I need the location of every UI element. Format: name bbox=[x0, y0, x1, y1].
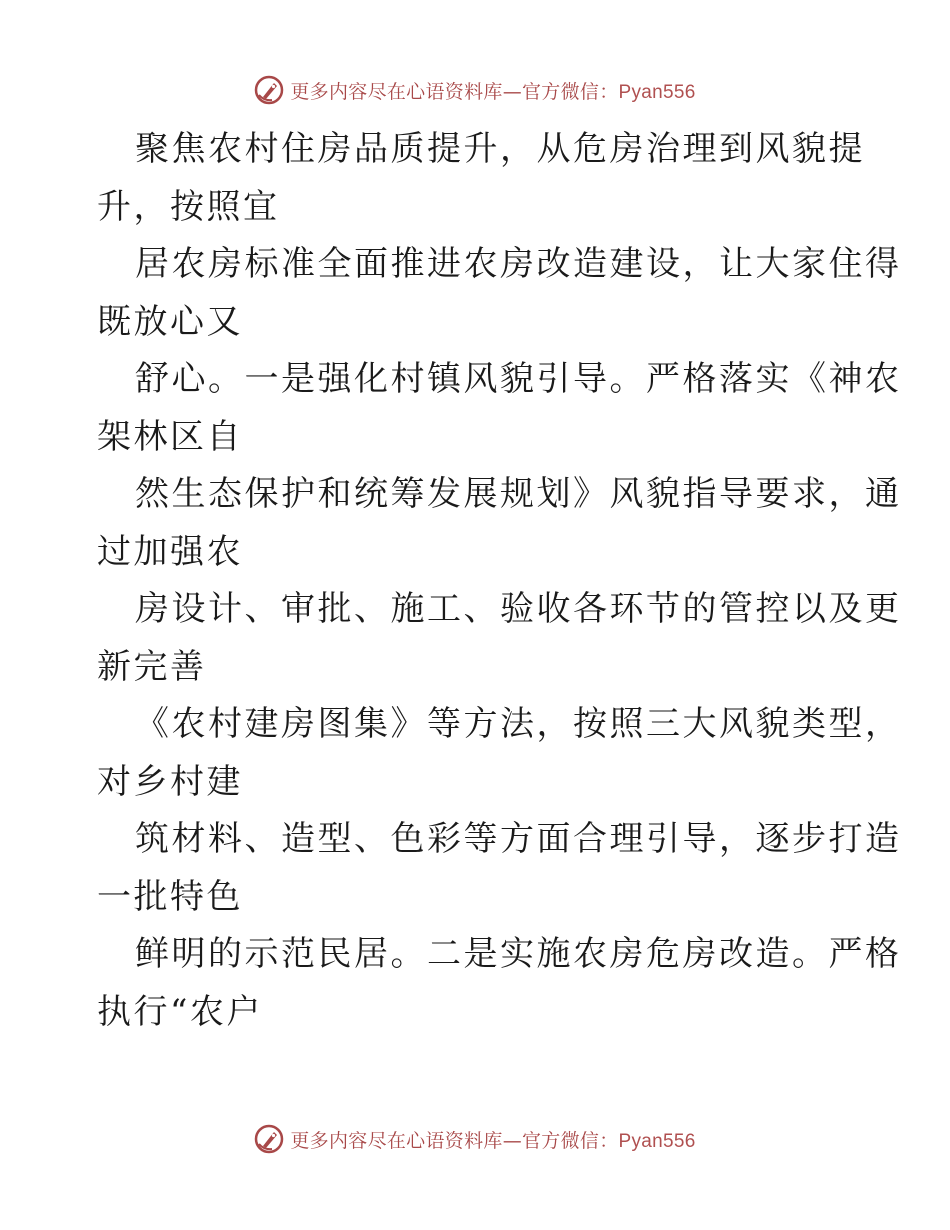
pen-nib-logo-icon bbox=[254, 1124, 284, 1154]
banner-wechat-label: 官方微信： bbox=[522, 1129, 619, 1152]
banner-site-text: 更多内容尽在心语资料库 bbox=[290, 80, 503, 103]
body-line: 新完善 bbox=[97, 646, 207, 687]
body-line: 鲜明的示范民居。二是实施农房危房改造。严格 bbox=[135, 934, 902, 974]
banner-wechat-id: Pyan556 bbox=[618, 1130, 696, 1152]
header-banner bbox=[0, 72, 950, 108]
banner-separator: — bbox=[502, 1129, 522, 1152]
pen-nib-logo-icon bbox=[254, 75, 284, 105]
banner-site-text: 更多内容尽在心语资料库 bbox=[290, 1129, 503, 1152]
body-line: 舒心。一是强化村镇风貌引导。严格落实《神农 bbox=[135, 359, 902, 399]
banner-wechat-id: Pyan556 bbox=[618, 81, 696, 103]
body-line: 对乡村建 bbox=[97, 761, 243, 802]
body-line: 房设计、审批、施工、验收各环节的管控以及更 bbox=[135, 589, 902, 629]
body-line: 筑材料、造型、色彩等方面合理引导，逐步打造 bbox=[135, 819, 902, 859]
body-line: 执行“农户 bbox=[97, 991, 263, 1032]
banner-wechat-label: 官方微信： bbox=[522, 80, 619, 103]
body-line: 既放心又 bbox=[97, 301, 243, 342]
document-body bbox=[97, 121, 902, 1041]
body-line: 一批特色 bbox=[97, 876, 243, 917]
banner-separator: — bbox=[502, 80, 522, 103]
body-line: 《农村建房图集》等方法，按照三大风貌类型， bbox=[135, 704, 902, 744]
body-line: 过加强农 bbox=[97, 531, 243, 572]
body-line: 居农房标准全面推进农房改造建设，让大家住得 bbox=[135, 244, 902, 284]
body-line: 架林区自 bbox=[97, 416, 243, 457]
body-line: 然生态保护和统筹发展规划》风貌指导要求，通 bbox=[135, 474, 902, 514]
body-line: 聚焦农村住房品质提升，从危房治理到风貌提 bbox=[135, 129, 865, 169]
footer-banner bbox=[0, 1121, 950, 1157]
body-line: 升，按照宜 bbox=[97, 186, 280, 227]
